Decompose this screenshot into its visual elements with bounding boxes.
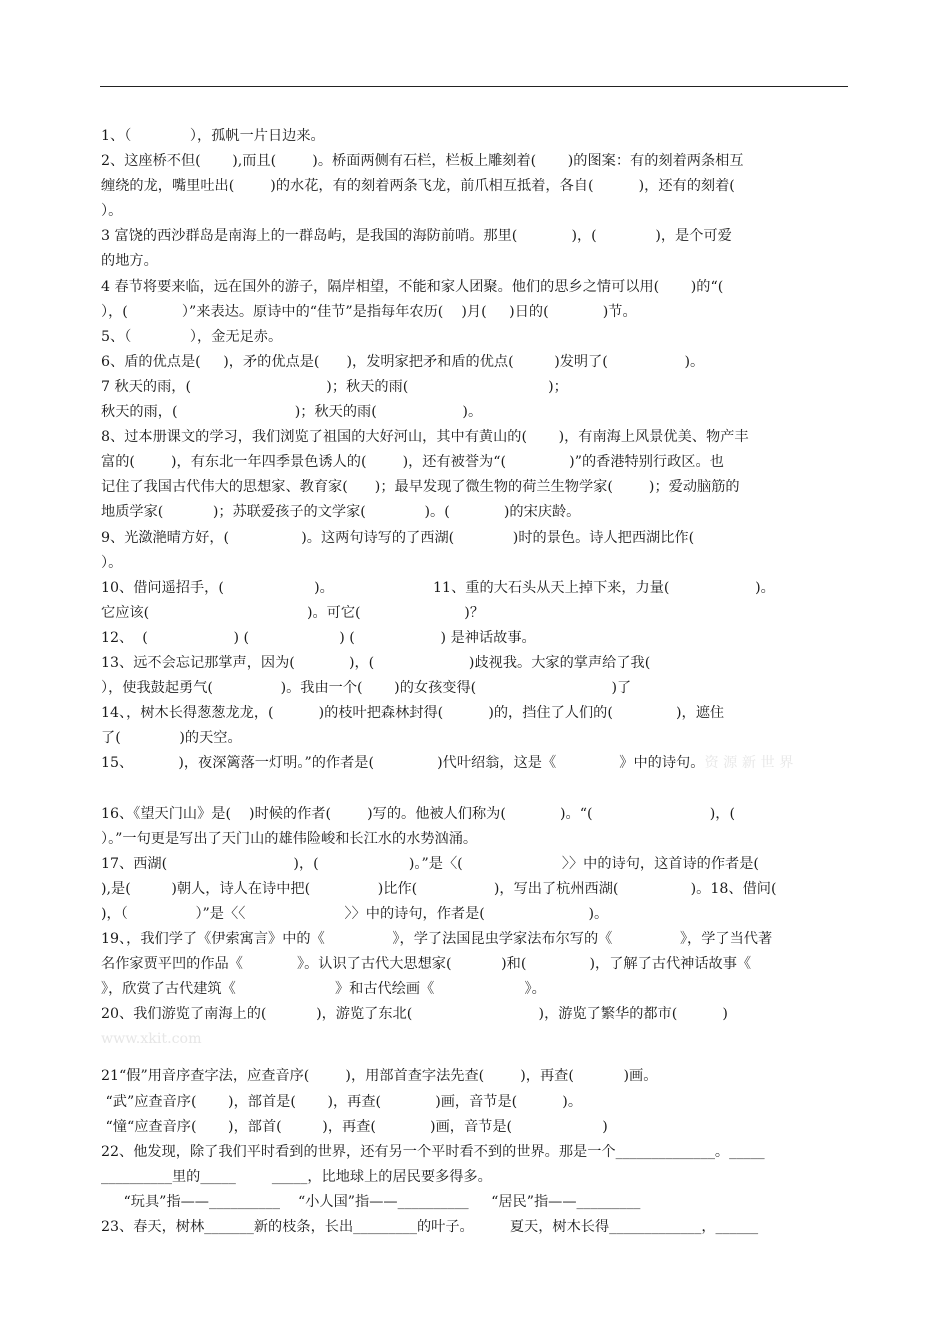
question-8-line-3: 记住了我国古代伟大的思想家、教育家( )；最早发现了微生物的荷兰生物学家( )；爱动脑筋的	[101, 479, 740, 496]
question-4-line-1: 4 春节将要来临，远在国外的游子，隔岸相望，不能和家人团聚。他们的思乡之情可以用( )的“(	[101, 278, 724, 295]
question-19-line-2: 名作家贾平凹的作品《 》。认识了古代大思想家( )和( )，了解了古代神话故事《	[101, 956, 752, 973]
question-8-line-1: 8、过本册课文的学习，我们浏览了祖国的大好河山，其中有黄山的( )，有南海上风景优美、物产丰	[101, 429, 749, 446]
question-2-line-2: 缠绕的龙，嘴里吐出( )的水花，有的刻着两条飞龙，前爪相互抵着，各自( )，还有的刻着(	[101, 178, 735, 195]
question-22-line-2: __________里的_____ _____，比地球上的居民要多得多。	[101, 1168, 492, 1185]
question-2-line-3: ）。	[101, 203, 123, 220]
question-21-line-3: “憧“应查音序( )，部首( )，再查( )画，音节是( )	[101, 1118, 608, 1135]
question-21-line-2: “武”应查音序( )，部首是( )，再查( )画，音节是( )。	[101, 1093, 583, 1110]
question-12: 12、 ( ) ( ) ( ) 是神话故事。	[101, 629, 536, 646]
question-6: 6、盾的优点是( )，矛的优点是( )，发明家把矛和盾的优点( )发明了( )。	[101, 353, 705, 370]
question-3-line-2: 的地方。	[101, 253, 158, 270]
question-16-line-2: ）。”一句更是写出了天门山的雄伟险峻和长江水的水势汹涌。	[101, 830, 478, 847]
question-15-text: 15、 )，夜深篱落一灯明。”的作者是( )代叶绍翁，这是《 》中的诗句。	[101, 755, 705, 772]
question-3-line-1: 3 富饶的西沙群岛是南海上的一群岛屿，是我国的海防前哨。那里( )，( )，是个可爱	[101, 228, 732, 245]
question-16-line-1: 16、《望天门山》是( )时候的作者( )写的。他被人们称为( )。“( )，(	[101, 805, 736, 822]
blank-line	[101, 776, 851, 801]
question-22-line-1: 22、他发现，除了我们平时看到的世界，还有另一个平时看不到的世界。那是一个______________。_____	[101, 1143, 765, 1160]
question-9-line-1: 9、光潋滟晴方好，( )。这两句诗写的了西湖( )时的景色。诗人把西湖比作(	[101, 529, 695, 546]
question-9-line-2: ）。	[101, 554, 123, 571]
question-20: 20、我们游览了南海上的( )，游览了东北( )，游览了繁华的都市( )	[101, 1006, 728, 1023]
question-7-line-2: 秋天的雨，( )；秋天的雨( )。	[101, 404, 483, 421]
question-17-line-2: ),是( )朝人，诗人在诗中把( )比作( )，写出了杭州西湖( )。18、借问(	[101, 880, 777, 897]
question-22-line-3: “玩具”指——__________ “小人国”指——__________ “居民”指——_________	[101, 1193, 641, 1210]
question-14-line-1: 14、，树木长得葱葱龙龙，( )的枝叶把森林封得( )的，挡住了人们的( )，遮住	[101, 705, 725, 722]
question-15	[101, 751, 851, 776]
question-17-line-1: 17、西湖( )，( )。”是〈( 〉〉中的诗句，这首诗的作者是(	[101, 855, 759, 872]
question-19-line-1: 19、，我们学了《伊索寓言》中的《 》，学了法国昆虫学家法布尔写的《 》，学了当代著	[101, 931, 773, 947]
question-4-line-2: ），( ）”来表达。原诗中的“佳节”是指每年农历( )月( )日的( )节。	[101, 303, 637, 320]
question-11-line-2: 它应该( )。可它( )？	[101, 604, 485, 621]
question-23: 23、春天，树林_______新的枝条，长出_________的叶子。 夏天，树木长得_____________，______	[101, 1219, 759, 1236]
question-18: )，（ ）”是〈〈 〉〉中的诗句，作者是( )。	[101, 905, 609, 922]
question-13-line-2: ），使我鼓起勇气( )。我由一个( )的女孩变得( )了	[101, 680, 632, 697]
question-1: 1、（ ），孤帆一片日边来。	[101, 128, 325, 144]
header-rule	[100, 86, 848, 87]
question-2-line-1: 2、这座桥不但( ),而且( )。桥面两侧有石栏，栏板上雕刻着( )的图案：有的刻着两条相互	[101, 153, 744, 170]
question-8-line-2: 富的( )，有东北一年四季景色诱人的( )，还有被誉为“( )”的香港特别行政区。也	[101, 454, 724, 471]
question-8-line-4: 地质学家( )；苏联爱孩子的文学家( )。( )的宋庆龄。	[101, 504, 581, 521]
question-19-line-3: 》，欣赏了古代建筑《 》和古代绘画《 》。	[101, 981, 546, 998]
question-21-line-1: 21“假”用音序查字法，应查音序( )，用部首查字法先查( )，再查( )画。	[101, 1068, 658, 1085]
watermark-url: www.xkit.com	[101, 1031, 202, 1048]
question-10-11-line-1: 10、借问遥招手，( )。 11、重的大石头从天上掉下来，力量( )。	[101, 579, 775, 596]
question-7-line-1: 7 秋天的雨，( )；秋天的雨( )；	[101, 378, 568, 395]
question-13-line-1: 13、远不会忘记那掌声，因为( )，( )歧视我。大家的掌声给了我(	[101, 654, 651, 671]
watermark: 资 源 新 世 界	[704, 755, 794, 772]
worksheet-body	[101, 124, 851, 1240]
question-5: 5、（ ），金无足赤。	[101, 328, 283, 345]
question-14-line-2: 了( )的天空。	[101, 730, 242, 747]
